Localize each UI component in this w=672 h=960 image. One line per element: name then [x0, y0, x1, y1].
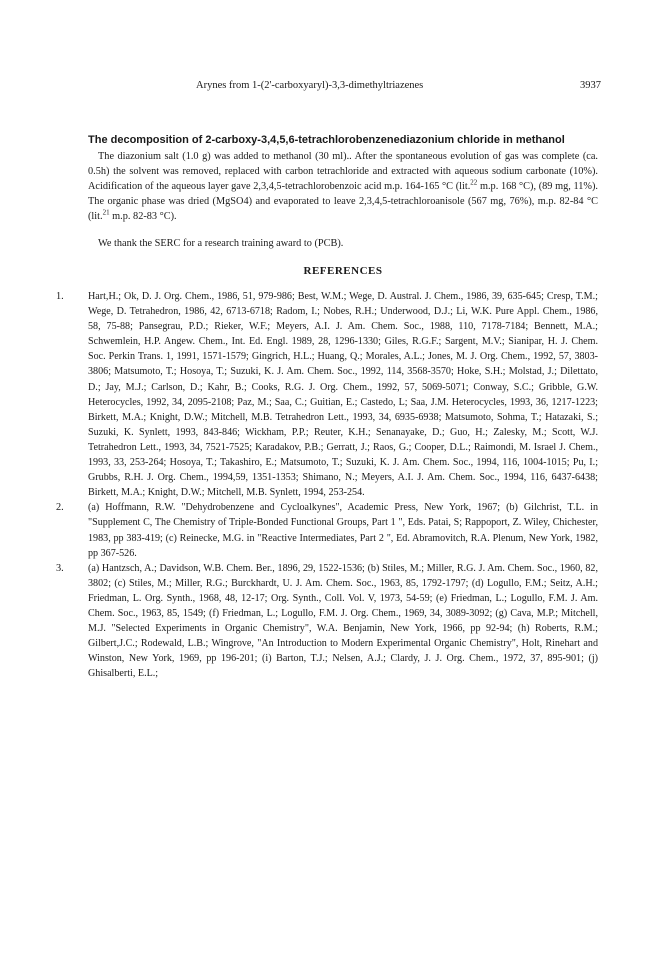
- references-heading: REFERENCES: [303, 265, 383, 277]
- running-title: Arynes from 1-(2'-carboxyaryl)-3,3-dimethyltriazenes: [196, 80, 424, 91]
- reference-number: 1.: [56, 291, 64, 302]
- experimental-paragraph: [88, 149, 598, 224]
- article-body: [56, 133, 598, 681]
- reference-text: (a) Hoffmann, R.W. "Dehydrobenzene and Cycloalkynes", Academic Press, New York, 1967; (b) Gilchrist, T.L. in "Supplement C, The Chemistry of Triple-Bonded Functional Groups, Part 1 ", Eds. Patai, S; Rappoport, Z. Wiley, Chichester, 1983, pp 383-419; (c) Reinecke, M.G. in "Reactive Intermediates, Part 2 ", Ed. Abramovitch, R.A. Plenum, New York, 1982, pp 367-526.: [88, 502, 598, 559]
- paragraph-text-a: The diazonium salt (1.0 g) was added to methanol (30 ml).. After the spontaneous evolution of gas was complete (ca. 0.5h) the solvent was removed, replaced with carbon tetrachloride and extracted with aqueous sodium carbonate (10%). Acidification of the aqueous layer gave 2,3,4,5-tetrachlorobenzoic acid m.p. 164-165 °C (lit.: [88, 151, 598, 192]
- reference-list: [56, 289, 598, 681]
- paragraph-text-b: m.p. 168 °C), (89 mg, 11%). The organic phase was dried (MgSO4) and evaporated to leave 2,3,4,5-tetrachloroanisole (567 mg, 76%), m.p. 82-84 °C (lit.: [88, 181, 598, 222]
- paragraph-text-c: m.p. 82-83 °C).: [109, 211, 177, 222]
- citation-superscript-22: 22: [470, 178, 478, 187]
- reference-item: [56, 500, 598, 560]
- citation-superscript-21: 21: [102, 208, 110, 217]
- reference-item: [56, 289, 598, 500]
- reference-number: 3.: [56, 562, 64, 574]
- reference-text: Hart,H.; Ok, D. J. Org. Chem., 1986, 51, 979-986; Best, W.M.; Wege, D. Austral. J. Chem., 1986, 39, 635-645; Cresp, T.M.; Wege, D. Tetrahedron, 1986, 42, 6713-6718; Radom, I.; Nobes, R.H.; Underwood, D.J.; Li, W.K. Pure Appl. Chem., 1986, 58, 75-88; Pansegrau, P.D.; Rieker, W.F.; Meyers, A.I. J. Am. Chem. Soc., 1988, 110, 7178-7184; Bennett, M.A.; Schwemlein, H.P. Angew. Chem., Int. Ed. Engl. 1989, 28, 1296-1330; Giles, R.G.F.; Sargent, M.V.; Sianipar, H. J. Chem. Soc. Perkin Trans. 1, 1991, 1571-1579; Gingrich, H.L.; Huang, Q.; Morales, A.L.; Jones, M. J. Org. Chem., 1992, 57, 3803-3806; Matsumoto, T.; Hosoya, T.; Suzuki, K. J. Am. Chem. Soc., 1992, 114, 3568-3570; Hoke, S.H.; Molstad, J.; Dilettato, D.; Jay, M.J.; Carlson, D.; Kahr, B.; Cooks, R.G. J. Org. Chem., 1992, 57, 5069-5071; Conway, S.C.; Gribble, G.W. Heterocycles, 1992, 34, 2095-2108; Paz, M.; Saa, C.; Guitian, E.; Castedo, L; Saa, J.M. Heterocycles, 1993, 36, 1217-1223; Birkett, M.A.; Knight, D.W.; Mitchell, M.B. Tetrahedron Lett., 1993, 34, 6935-6938; Matsumoto, Sohma, T.; Hatazaki, S.; Suzuki, K. Synlett, 1993, 843-846; Wickham, P.P.; Reuter, K.H.; Senanayake, D.; Guo, H.; Zalesky, M.; Scott, W.J. Tetrahedron Lett., 1993, 34, 7521-7525; Karadakov, P.B.; Gerratt, J.; Raos, G.; Cooper, D.L.; Raimondi, M. Israel J. Chem., 1993, 33, 253-264; Hosoya, T.; Takashiro, E.; Matsumoto, T.; Suzuki, K. J. Am. Chem. Soc., 1994, 116, 1004-1015; Pu, I.; Grubbs, R.H. J. Org. Chem., 1994,59, 1351-1353; Shimano, N.; Meyers, A.I. J. Am. Chem. Soc., 1994, 116, 6437-6438; Birkett, M.A.; Knight, D.W.; Mitchell, M.B. Synlett, 1994, 253-254.: [88, 291, 598, 499]
- section-heading: The decomposition of 2-carboxy-3,4,5,6-tetrachlorobenzenediazonium chloride in methanol: [88, 134, 565, 146]
- reference-number: 2.: [56, 502, 64, 514]
- reference-item: [56, 561, 598, 682]
- acknowledgement: We thank the SERC for a research training award to (PCB).: [98, 238, 344, 249]
- page-number: 3937: [580, 80, 601, 91]
- reference-text: (a) Hantzsch, A.; Davidson, W.B. Chem. Ber., 1896, 29, 1522-1536; (b) Stiles, M.; Miller, R.G. J. Am. Chem. Soc., 1960, 82, 3802; (c) Stiles, M.; Miller, R.G.; Burckhardt, U. J. Am. Chem. Soc., 1963, 85, 1792-1797; (d) Logullo, F.M.; Seitz, A.H.; Friedman, L. Org. Synth., 1968, 48, 12-17; Org. Synth., Coll. Vol. V, 1973, 54-59; (e) Friedman, L.; Logullo, F.M. J. Am. Chem. Soc., 1963, 85, 1549; (f) Friedman, L.; Logullo, F.M. J. Org. Chem., 1969, 34, 3089-3092; (g) Cava, M.P.; Mitchell, M.J. "Selected Experiments in Organic Chemistry", W.A. Benjamin, New York, 1966, pp 92-94; (h) Roberts, R.M.; Gilbert,J.C.; Rodewald, L.B.; Wingrove, "An Introduction to Modern Experimental Organic Chemistry", Holt, Rinehart and Winston, New York, 1969, pp 196-201; (i) Barton, T.J.; Nelsen, A.J.; Clardy, J. J. Org. Chem., 1972, 37, 895-901; (j) Ghisalberti, E.L.;: [88, 562, 598, 680]
